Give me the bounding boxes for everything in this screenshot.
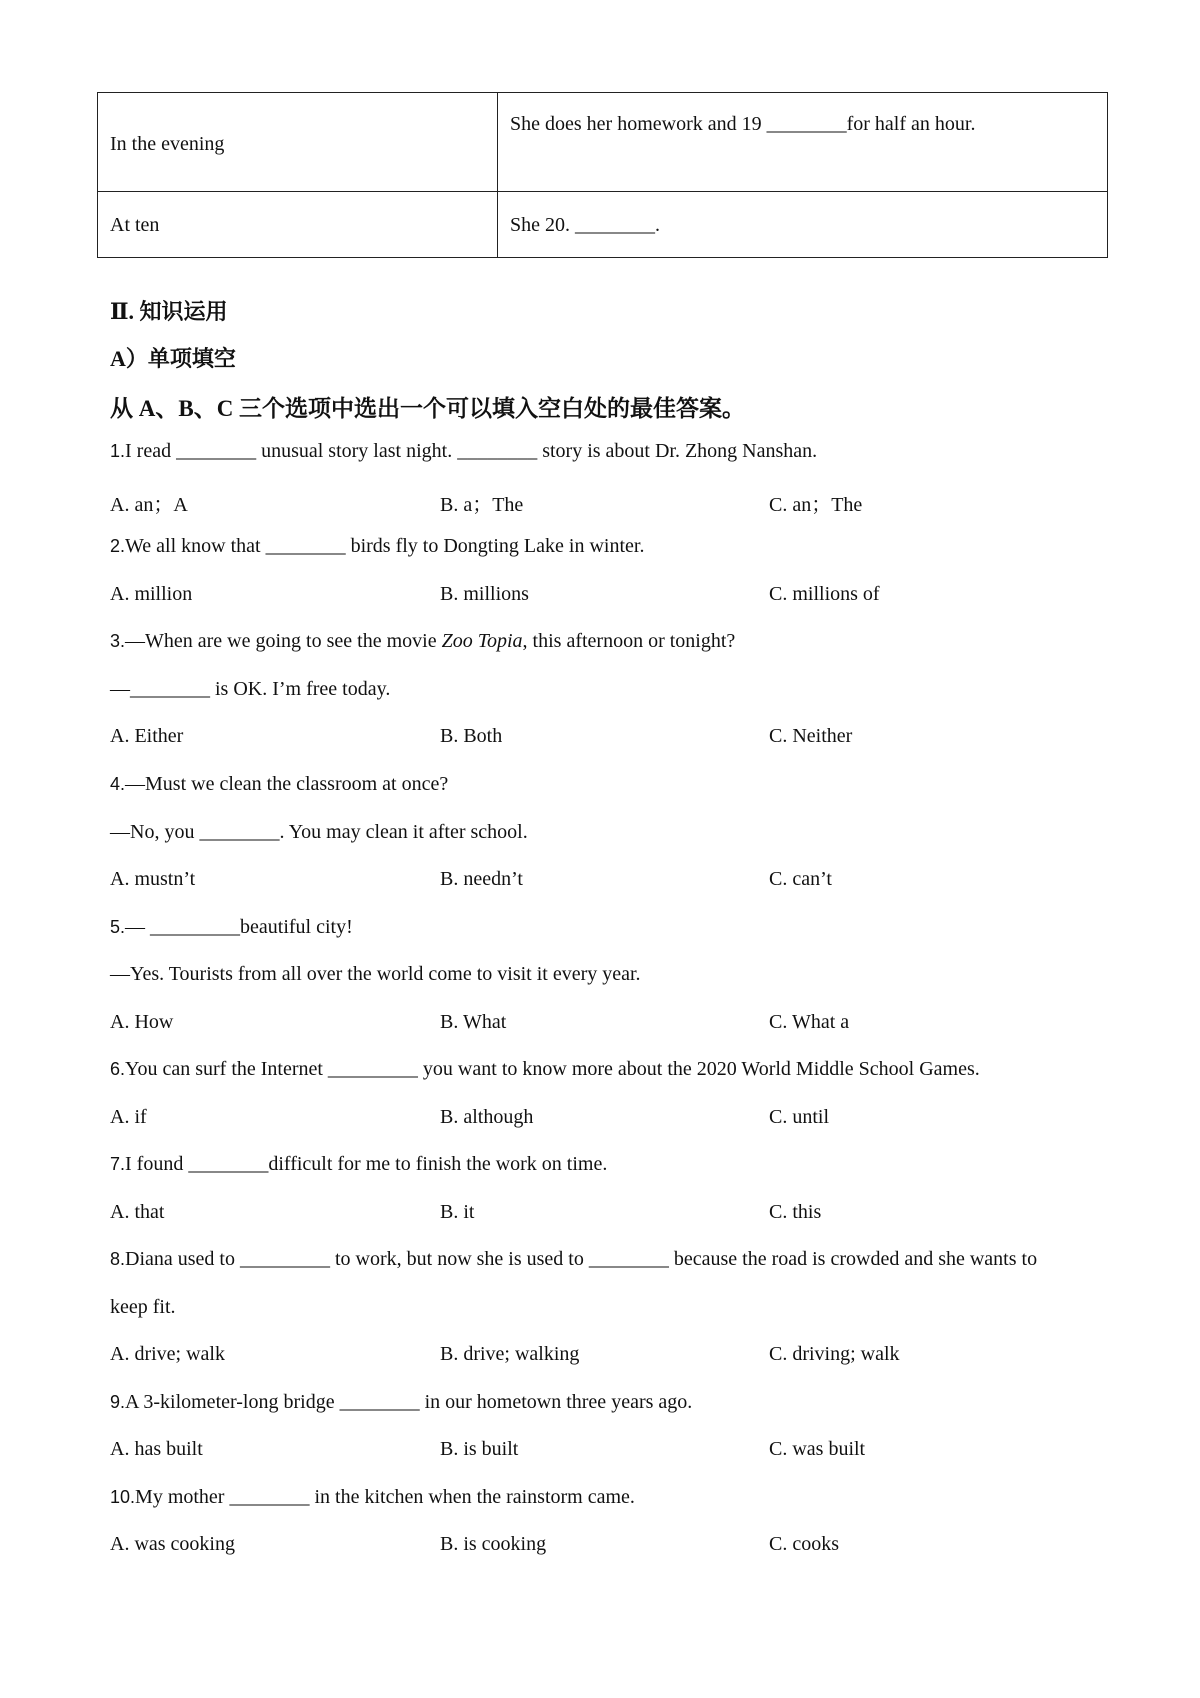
question-number: 10.	[110, 1487, 136, 1507]
movie-title: Zoo Topia	[441, 630, 523, 652]
question-stem: We all know that ________ birds fly to Dongting Lake in winter.	[125, 535, 645, 557]
option-b: B. needn’t	[440, 868, 523, 890]
question-5-reply: —Yes. Tourists from all over the world come to visit it every year.	[110, 963, 641, 985]
question-6	[110, 1058, 980, 1081]
question-stem: I found ________difficult for me to finish the work on time.	[125, 1153, 608, 1175]
table-row	[98, 192, 1108, 258]
question-stem: —Must we clean the classroom at once?	[125, 773, 449, 795]
question-stem: —When are we going to see the movie	[125, 630, 442, 652]
question-stem: My mother ________ in the kitchen when the rainstorm came.	[135, 1486, 635, 1508]
question-stem: — _________beautiful city!	[125, 916, 353, 938]
option-a: A. that	[110, 1201, 165, 1223]
option-a: A. Either	[110, 725, 184, 747]
question-10	[110, 1486, 635, 1509]
option-c: C. an；The	[769, 494, 863, 516]
option-b: B. is built	[440, 1438, 519, 1460]
question-number: 4.	[110, 774, 126, 794]
question-number: 1.	[110, 441, 126, 461]
option-c: C. Neither	[769, 725, 853, 747]
question-stem: You can surf the Internet _________ you want to know more about the 2020 World Middle School Games.	[125, 1058, 980, 1080]
question-number: 2.	[110, 536, 126, 556]
option-c: C. What a	[769, 1011, 850, 1033]
question-number: 3.	[110, 631, 126, 651]
option-c: C. cooks	[769, 1533, 839, 1555]
option-b: B. it	[440, 1201, 475, 1223]
question-stem: I read ________ unusual story last night. ________ story is about Dr. Zhong Nanshan.	[125, 440, 818, 462]
option-a: A. million	[110, 583, 193, 605]
question-number: 5.	[110, 917, 126, 937]
option-c: C. can’t	[769, 868, 832, 890]
option-b: B. Both	[440, 725, 503, 747]
option-b: B. millions	[440, 583, 529, 605]
table-cell-activity: She 20. ________.	[498, 192, 1108, 258]
option-b: B. a；The	[440, 494, 524, 516]
question-number: 9.	[110, 1392, 126, 1412]
question-9	[110, 1391, 692, 1414]
question-stem: A 3-kilometer-long bridge ________ in our hometown three years ago.	[125, 1391, 693, 1413]
table-row	[98, 93, 1108, 192]
option-a: A. drive; walk	[110, 1343, 225, 1365]
option-a: A. if	[110, 1106, 147, 1128]
option-c: C. this	[769, 1201, 822, 1223]
option-b: B. drive; walking	[440, 1343, 580, 1365]
question-8	[110, 1248, 1037, 1271]
question-4	[110, 773, 448, 796]
section-instruction: 从 A、B、C 三个选项中选出一个可以填入空白处的最佳答案。	[110, 396, 746, 421]
question-3	[110, 630, 735, 653]
option-a: A. mustn’t	[110, 868, 196, 890]
option-b: B. What	[440, 1011, 507, 1033]
section-subtitle: A）单项填空	[110, 346, 236, 371]
option-c: C. until	[769, 1106, 830, 1128]
question-2	[110, 535, 644, 558]
option-a: A. has built	[110, 1438, 203, 1460]
table-cell-activity: She does her homework and 19 ________for half an hour.	[498, 93, 1108, 192]
option-c: C. was built	[769, 1438, 866, 1460]
table-cell-time: At ten	[98, 192, 498, 258]
option-c: C. millions of	[769, 583, 880, 605]
option-b: B. although	[440, 1106, 534, 1128]
schedule-table	[97, 92, 1108, 258]
question-number: 8.	[110, 1249, 126, 1269]
question-3-reply: —________ is OK. I’m free today.	[110, 678, 391, 700]
question-number: 7.	[110, 1154, 126, 1174]
question-5	[110, 916, 353, 939]
question-1	[110, 440, 817, 463]
option-b: B. is cooking	[440, 1533, 547, 1555]
option-a: A. an；A	[110, 494, 188, 516]
question-7	[110, 1153, 607, 1176]
question-stem-tail: , this afternoon or tonight?	[522, 630, 736, 652]
table-cell-time: In the evening	[98, 93, 498, 192]
question-4-reply: —No, you ________. You may clean it after school.	[110, 821, 528, 843]
section-title: Ⅱ. 知识运用	[110, 299, 228, 324]
option-a: A. How	[110, 1011, 174, 1033]
option-a: A. was cooking	[110, 1533, 235, 1555]
question-8-continued: keep fit.	[110, 1296, 176, 1318]
question-number: 6.	[110, 1059, 126, 1079]
question-stem: Diana used to _________ to work, but now she is used to ________ because the road is crowded and she wants to	[125, 1248, 1038, 1270]
option-c: C. driving; walk	[769, 1343, 900, 1365]
